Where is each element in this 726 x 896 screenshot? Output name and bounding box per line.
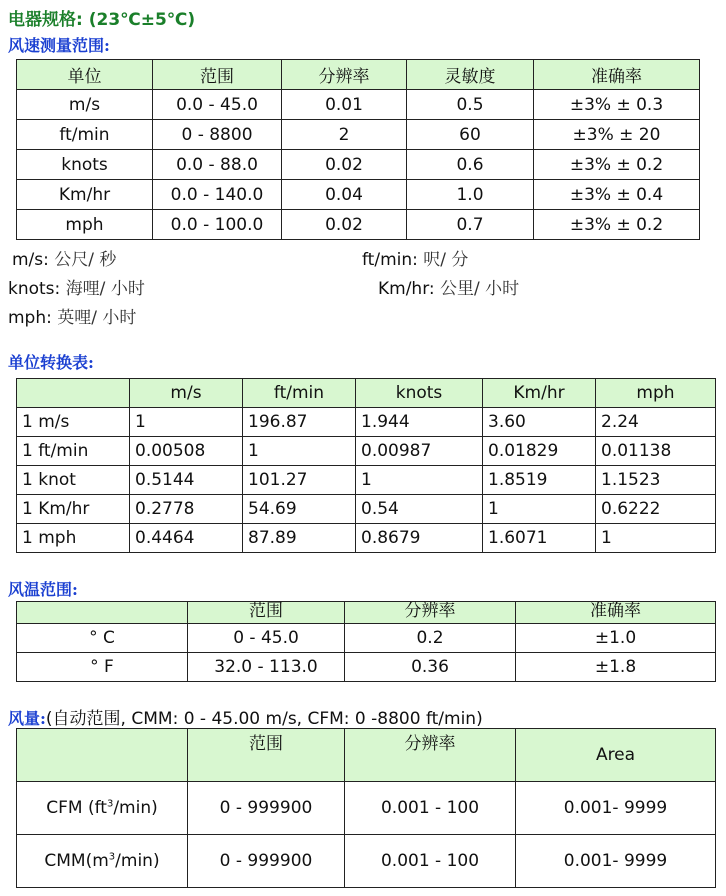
row-label: ° C xyxy=(17,624,188,653)
table-cell: 1 xyxy=(596,524,716,553)
table-cell: 0.001- 9999 xyxy=(516,835,716,888)
table-cell: 1 xyxy=(356,466,483,495)
table-cell: 0.01138 xyxy=(596,437,716,466)
superscript: 3 xyxy=(108,851,116,863)
table-cell: ±1.8 xyxy=(516,653,716,682)
note-unit: m/s: xyxy=(12,250,49,270)
row-label: 1 knot xyxy=(17,466,130,495)
table-row xyxy=(17,782,716,835)
table-cell: 0.02 xyxy=(282,150,407,180)
airflow-range-note: (自动范围, CMM: 0 - 45.00 m/s, CFM: 0 -8800 ft/min) xyxy=(45,709,483,729)
note-desc: 呎/ 分 xyxy=(423,250,469,270)
table-header-row xyxy=(17,729,716,782)
airflow-table xyxy=(16,728,716,888)
note-desc: 英哩/ 小时 xyxy=(57,308,137,328)
table-cell: 0.00508 xyxy=(130,437,243,466)
col-header: 准确率 xyxy=(516,602,716,624)
row-label: 1 Km/hr xyxy=(17,495,130,524)
note-unit: knots: xyxy=(8,279,61,299)
table-cell: 60 xyxy=(407,120,534,150)
table-cell: 0 - 999900 xyxy=(188,835,345,888)
table-row xyxy=(17,835,716,888)
table-cell: 0.6 xyxy=(407,150,534,180)
note-knots xyxy=(8,274,145,299)
airflow-heading-line xyxy=(8,704,483,729)
note-kmhr xyxy=(378,274,519,299)
table-header-row xyxy=(17,379,716,408)
table-cell: 0.0 - 45.0 xyxy=(153,90,282,120)
label-text: CFM (ft xyxy=(46,798,107,818)
table-cell: 0.2 xyxy=(345,624,516,653)
conversion-table xyxy=(16,378,716,553)
table-cell: 0.2778 xyxy=(130,495,243,524)
spec-title: 电器规格: (23℃±5℃) xyxy=(8,10,196,30)
table-header-row xyxy=(17,60,700,90)
table-cell: Km/hr xyxy=(17,180,153,210)
table-cell: 2.24 xyxy=(596,408,716,437)
col-header: 范围 xyxy=(153,60,282,90)
table-cell: 54.69 xyxy=(243,495,356,524)
table-cell: 0.5 xyxy=(407,90,534,120)
col-header: mph xyxy=(596,379,716,408)
note-ftmin xyxy=(362,245,468,270)
table-cell: 1.6071 xyxy=(483,524,596,553)
table-cell: 1.1523 xyxy=(596,466,716,495)
table-cell: 1.8519 xyxy=(483,466,596,495)
table-cell: 1.944 xyxy=(356,408,483,437)
table-cell: 0.8679 xyxy=(356,524,483,553)
conversion-heading: 单位转换表: xyxy=(8,353,94,372)
row-label: ° F xyxy=(17,653,188,682)
table-cell: ±1.0 xyxy=(516,624,716,653)
table-cell: ±3% ± 0.2 xyxy=(534,210,700,240)
table-cell: mph xyxy=(17,210,153,240)
wind-speed-heading: 风速测量范围: xyxy=(8,36,110,55)
table-row xyxy=(17,90,700,120)
row-label: 1 m/s xyxy=(17,408,130,437)
note-desc: 公尺/ 秒 xyxy=(54,250,117,270)
table-cell: ±3% ± 20 xyxy=(534,120,700,150)
table-cell: 3.60 xyxy=(483,408,596,437)
table-row xyxy=(17,408,716,437)
row-label: 1 mph xyxy=(17,524,130,553)
temperature-table xyxy=(16,601,716,682)
table-cell: 32.0 - 113.0 xyxy=(188,653,345,682)
label-text: /min) xyxy=(115,851,160,871)
table-cell: ±3% ± 0.3 xyxy=(534,90,700,120)
table-cell: 0.01829 xyxy=(483,437,596,466)
table-cell: 101.27 xyxy=(243,466,356,495)
col-header xyxy=(17,729,188,782)
table-cell: 0.00987 xyxy=(356,437,483,466)
table-cell: 0.001- 9999 xyxy=(516,782,716,835)
col-header xyxy=(17,379,130,408)
col-header: knots xyxy=(356,379,483,408)
table-cell: knots xyxy=(17,150,153,180)
col-header: Km/hr xyxy=(483,379,596,408)
note-mph xyxy=(8,303,136,328)
col-header: 单位 xyxy=(17,60,153,90)
table-cell: ±3% ± 0.4 xyxy=(534,180,700,210)
col-header xyxy=(17,602,188,624)
table-row xyxy=(17,210,700,240)
col-header: 范围 xyxy=(188,602,345,624)
table-cell: 1 xyxy=(243,437,356,466)
table-cell: 0.6222 xyxy=(596,495,716,524)
col-header: 范围 xyxy=(188,729,345,782)
note-unit: mph: xyxy=(8,308,52,328)
label-text: /min) xyxy=(113,798,158,818)
table-cell: 0.04 xyxy=(282,180,407,210)
table-row xyxy=(17,624,716,653)
table-cell: 0.0 - 140.0 xyxy=(153,180,282,210)
table-row xyxy=(17,120,700,150)
table-cell: 0 - 8800 xyxy=(153,120,282,150)
note-desc: 公里/ 小时 xyxy=(440,279,520,299)
table-cell: 87.89 xyxy=(243,524,356,553)
col-header: m/s xyxy=(130,379,243,408)
airflow-heading: 风量: xyxy=(8,709,46,728)
table-cell: 0.7 xyxy=(407,210,534,240)
table-cell: 1 xyxy=(483,495,596,524)
table-cell: 1 xyxy=(130,408,243,437)
table-cell: ±3% ± 0.2 xyxy=(534,150,700,180)
table-cell: 0.54 xyxy=(356,495,483,524)
table-cell: 0.36 xyxy=(345,653,516,682)
col-header: 分辨率 xyxy=(345,602,516,624)
table-cell: 0.01 xyxy=(282,90,407,120)
table-cell: 0.001 - 100 xyxy=(345,835,516,888)
wind-speed-table xyxy=(16,59,700,240)
table-cell: m/s xyxy=(17,90,153,120)
table-row xyxy=(17,180,700,210)
table-header-row xyxy=(17,602,716,624)
table-row xyxy=(17,437,716,466)
note-ms xyxy=(12,245,116,270)
row-label xyxy=(17,782,188,835)
table-cell: 0 - 45.0 xyxy=(188,624,345,653)
row-label xyxy=(17,835,188,888)
temperature-heading: 风温范围: xyxy=(8,580,78,599)
note-unit: ft/min: xyxy=(362,250,418,270)
label-text: CMM(m xyxy=(44,851,109,871)
col-header: Area xyxy=(516,729,716,782)
table-row xyxy=(17,524,716,553)
table-cell: 0.0 - 88.0 xyxy=(153,150,282,180)
table-row xyxy=(17,653,716,682)
note-desc: 海哩/ 小时 xyxy=(65,279,145,299)
table-cell: 0.5144 xyxy=(130,466,243,495)
table-cell: 0.4464 xyxy=(130,524,243,553)
col-header: 分辨率 xyxy=(345,729,516,782)
table-row xyxy=(17,466,716,495)
col-header: 准确率 xyxy=(534,60,700,90)
table-cell: 1.0 xyxy=(407,180,534,210)
row-label: 1 ft/min xyxy=(17,437,130,466)
table-row xyxy=(17,495,716,524)
table-cell: ft/min xyxy=(17,120,153,150)
table-cell: 196.87 xyxy=(243,408,356,437)
table-row xyxy=(17,150,700,180)
table-cell: 0.0 - 100.0 xyxy=(153,210,282,240)
col-header: 灵敏度 xyxy=(407,60,534,90)
table-cell: 2 xyxy=(282,120,407,150)
table-cell: 0.02 xyxy=(282,210,407,240)
table-cell: 0 - 999900 xyxy=(188,782,345,835)
superscript: 3 xyxy=(106,798,114,810)
col-header: ft/min xyxy=(243,379,356,408)
note-unit: Km/hr: xyxy=(378,279,435,299)
col-header: 分辨率 xyxy=(282,60,407,90)
table-cell: 0.001 - 100 xyxy=(345,782,516,835)
